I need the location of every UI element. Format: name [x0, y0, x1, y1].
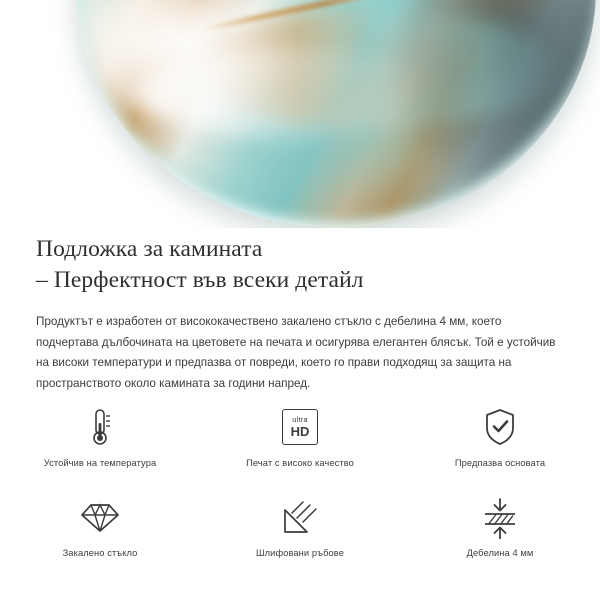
- feature-label: Шлифовани ръбове: [256, 548, 344, 558]
- page-title: [0, 228, 600, 296]
- glass-plate-image: [76, 0, 596, 228]
- title-line-2: – Перфектност във всеки детайл: [36, 267, 364, 293]
- feature-row-1: [0, 404, 600, 468]
- title-line-1: Подложка за камината: [36, 236, 263, 262]
- feature-high-quality-print: [200, 404, 400, 468]
- thermometer-icon: [80, 404, 120, 450]
- feature-label: Закалено стъкло: [62, 548, 138, 558]
- feature-label: Дебелина 4 мм: [466, 548, 534, 558]
- text-content: [0, 228, 600, 394]
- diamond-icon: [78, 494, 122, 540]
- feature-label: Печат с високо качество: [246, 458, 354, 468]
- shield-check-icon: [480, 404, 520, 450]
- feature-thickness: [400, 494, 600, 558]
- feature-label: Устойчив на температура: [43, 458, 157, 468]
- marble-highlight: [136, 48, 436, 138]
- feature-temperature-resistant: [0, 404, 200, 468]
- hero-image: [0, 0, 600, 228]
- feature-polished-edges: [200, 494, 400, 558]
- product-description: Продуктът е изработен от висококачествено закалено стъкло с дебелина 4 мм, което подчертава дълбочината на цветовете на печата и осигурява елегантен блясък. Той е устойчив на високи температури и предпазва от повреди, което го прави подходящ за защита на пространството около камината за години напред.: [36, 315, 556, 390]
- feature-label: Предпазва основата: [454, 458, 546, 468]
- feature-tempered-glass: [0, 494, 200, 558]
- ultra-label: ultra: [292, 415, 308, 425]
- polished-edges-icon: [279, 494, 321, 540]
- feature-row-2: [0, 494, 600, 558]
- feature-protects-surface: [400, 404, 600, 468]
- ultra-hd-print-icon: [282, 404, 318, 450]
- feature-grid: [0, 404, 600, 558]
- hd-label: HD: [290, 423, 310, 439]
- thickness-measure-icon: [479, 494, 521, 540]
